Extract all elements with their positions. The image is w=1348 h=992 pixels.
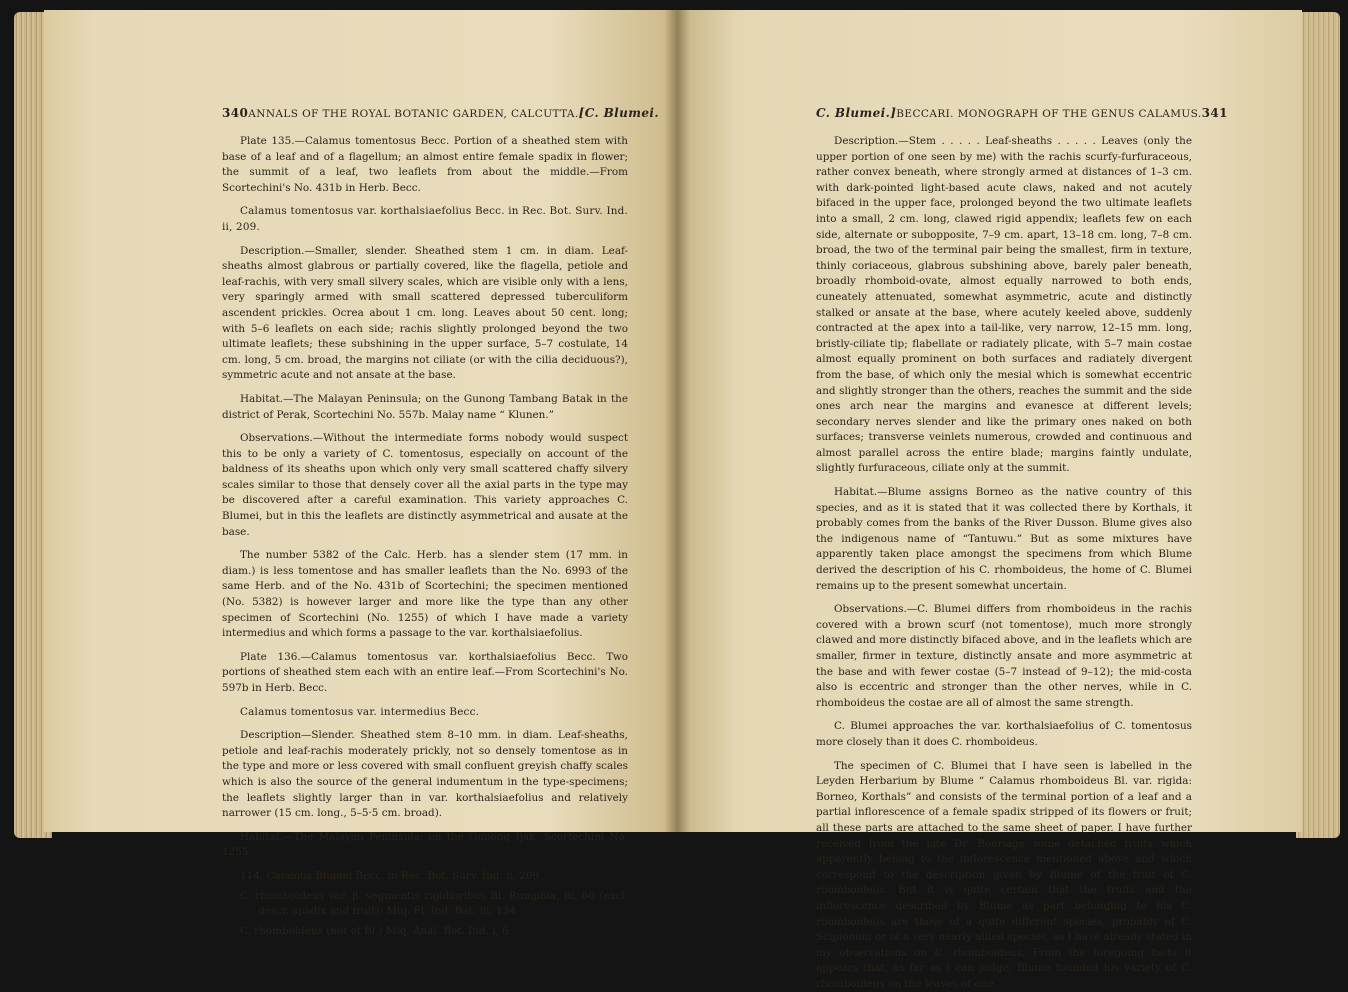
running-head: BECCARI. MONOGRAPH OF THE GENUS CALAMUS. bbox=[896, 108, 1202, 120]
paragraph: Observations.—Without the intermediate forms nobody would suspect this to be only a variety of C. tomentosus, especially on account of the baldness of its sheaths upon which only very small scattered chaffy silvery scales similar to those that densely cover all the axial parts in the type may be discovered after a careful examination. This variety approaches C. Blumei, but in this the leaflets are distinctly asymmetrical and ausate at the base. bbox=[222, 432, 628, 538]
paragraph: Plate 135.—Calamus tomentosus Becc. Portion of a sheathed stem with base of a leaf and of a flagellum; an almost entire female spadix in flower; the summit of a leaf, two leaflets from about the middle.—From Scortechini's No. 431b in Herb. Becc. bbox=[222, 135, 628, 194]
paragraph: Calamus tomentosus var. korthalsiaefolius Becc. in Rec. Bot. Surv. Ind. ii, 209. bbox=[222, 205, 628, 233]
left-page bbox=[44, 10, 676, 937]
running-head: ANNALS OF THE ROYAL BOTANIC GARDEN, CALCUTTA. bbox=[248, 108, 579, 120]
right-page bbox=[676, 10, 1302, 990]
paragraph: The specimen of C. Blumei that I have seen is labelled in the Leyden Herbarium by Blume “ Calamus rhomboideus Bl. var. rigida: Borneo, Korthals” and consists of the terminal portion of a leaf and a partial inflorescence of a female spadix stripped of its flowers or fruit; all these parts are attached to the same sheet of paper. I have further received from the late Dr. Boerlage some detached fruits which apparently belong to the inflorescence mentioned above and which correspond to the description given by Blume of the fruit of C. rhomboideus. But it is quite certain that the fruits and the inflorescence described by Blume as part belonging to his C. rhomboideus are those of a quite different species, probably of C. Scipionum or of a very nearly allied species, as I have already stated in my observations on C. rhomboideus. From the foregoing facts it appears that, as far as I can judge, Blume founded his variety of C. rhomboideus on the leaves of one bbox=[816, 759, 1192, 990]
right-page-header bbox=[816, 106, 1228, 120]
book-fore-edge-right bbox=[1296, 12, 1340, 838]
paragraph: Description—Slender. Sheathed stem 8–10 mm. in diam. Leaf-sheaths, petiole and leaf-rachis moderately prickly, not so densely tomentose as in the type and more or less covered with small confluent greyish chaffy scales which is also the source of the general indumentum in the type-specimens; the leaflets slightly larger than in var. korthalsiaefolius and relatively narrower (15 cm. long., 5–5·5 cm. broad). bbox=[222, 729, 628, 820]
section-reference: C. Blumei.] bbox=[816, 106, 897, 120]
paragraph: C. rhomboideus var. β. segmentis rigidioribus Bl. Rumphia, iii, 60 (excl. descr. spadix and fruit); Miq. Fl. Ind. Bat. iii, 134. bbox=[240, 889, 628, 918]
paragraph: Habitat.—Blume assigns Borneo as the native country of this species, and as it is stated that it was collected there by Korthals, it probably comes from the banks of the River Dusson. Blume gives also the indigenous name of “Tantuwu.” But as some mixtures have apparently taken place amongst the specimens from which Blume derived the description of his C. rhomboideus, the home of C. Blumei remains up to the present somewhat uncertain. bbox=[816, 486, 1192, 592]
left-page-header bbox=[222, 106, 659, 120]
paragraph: 114. Calamus Blumei Becc. in Rec. Bot. Surv. Ind. ii, 209. bbox=[240, 869, 543, 882]
paragraph: Plate 136.—Calamus tomentosus var. korthalsiaefolius Becc. Two portions of sheathed stem each with an entire leaf.—From Scortechini's No. 597b in Herb. Becc. bbox=[222, 650, 628, 694]
paragraph: Observations.—C. Blumei differs from rhomboideus in the rachis covered with a brown scurf (not tomentose), much more strongly clawed and more distinctly bifaced above, and in the leaflets which are smaller, firmer in texture, distinctly ansate and more asymmetric at the base and with fewer costae (5–7 instead of 9–12); the mid-costa also is eccentric and stronger than the other nerves, while in C. rhomboideus the costae are all of almost the same strength. bbox=[816, 603, 1192, 709]
paragraph: C. rhomboideus (not of Bl.) Miq. Anal. Bot. Ind. i, 6. bbox=[240, 924, 512, 937]
paragraph: Description.—Smaller, slender. Sheathed stem 1 cm. in diam. Leaf-sheaths almost glabrous or partially covered, like the flagella, petiole and leaf-rachis, with very small silvery scales, which are visible only with a lens, very sparingly armed with small scattered depressed tuberculiform ascendent prickles. Ocrea about 1 cm. long. Leaves about 50 cent. long; with 5–6 leaflets on each side; rachis slightly prolonged beyond the two ultimate leaflets; these subshining in the upper surface, 5–7 costulate, 14 cm. long, 5 cm. broad, the margins not ciliate (or with the cilia deciduous?), symmetric acute and not ansate at the base. bbox=[222, 244, 628, 382]
page-number: 341 bbox=[1201, 106, 1228, 120]
paragraph: Description.—Stem . . . . . Leaf-sheaths . . . . . Leaves (only the upper portion of one seen by me) with the rachis scurfy-furfuraceous, rather convex beneath, where strongly armed at distances of 1–3 cm. with dark-pointed light-based acute claws, naked and not acutely bifaced in the upper face, prolonged beyond the two ultimate leaflets into a small, 2 cm. long, clawed rigid appendix; leaflets few on each side, alternate or subopposite, 7–9 cm. apart, 13–18 cm. long, 7–8 cm. broad, the two of the terminal pair being the smallest, firm in texture, thinly coriaceous, glabrous subshining above, barely paler beneath, broadly rhomboid-ovate, almost equally narrowed to both ends, cuneately attenuated, somewhat asymmetric, acute and distinctly stalked or ansate at the base, where acutely keeled above, suddenly contracted at the apex into a tail-like, very narrow, 12–15 mm. long, bristly-ciliate tip; flabellate or radiately plicate, with 5–7 main costae almost equally prominent on both surfaces and radiately divergent from the base, of which only the mesial which is somewhat eccentric and slightly stronger than the others, reaches the summit and the side ones arch near the margins and evanesce at different levels; secondary nerves slender and like the primary ones naked on both surfaces; transverse veinlets numerous, crowded and continuous and almost parallel across the entire blade; margins faintly undulate, slightly furfuraceous, ciliate only at the summit. bbox=[816, 135, 1192, 475]
page-number: 340 bbox=[222, 106, 249, 120]
paragraph: C. Blumei approaches the var. korthalsiaefolius of C. tomentosus more closely than it does C. rhomboideus. bbox=[816, 720, 1192, 748]
book-gutter bbox=[664, 10, 690, 832]
paragraph: Calamus tomentosus var. intermedius Becc. bbox=[240, 705, 480, 718]
section-reference: [C. Blumei. bbox=[578, 106, 659, 120]
paragraph: Habitat.—The Malayan Peninsula; on the Gunong Tambang Batak in the district of Perak, Scortechini No. 557b. Malay name “ Klunen.” bbox=[222, 392, 628, 421]
paragraph: The number 5382 of the Calc. Herb. has a slender stem (17 mm. in diam.) is less tomentose and has smaller leaflets than the No. 6993 of the same Herb. and of the No. 431b of Scortechini; the specimen mentioned (No. 5382) is however larger and more like the type than any other specimen of Scortechini (No. 1255) of which I have made a variety intermedius and which forms a passage to the var. korthalsiaefolius. bbox=[222, 549, 628, 640]
paragraph: Habitat.—The Malayan Peninsula; on the Gunong Ijak, Scortechini No. 1255. bbox=[222, 830, 628, 859]
